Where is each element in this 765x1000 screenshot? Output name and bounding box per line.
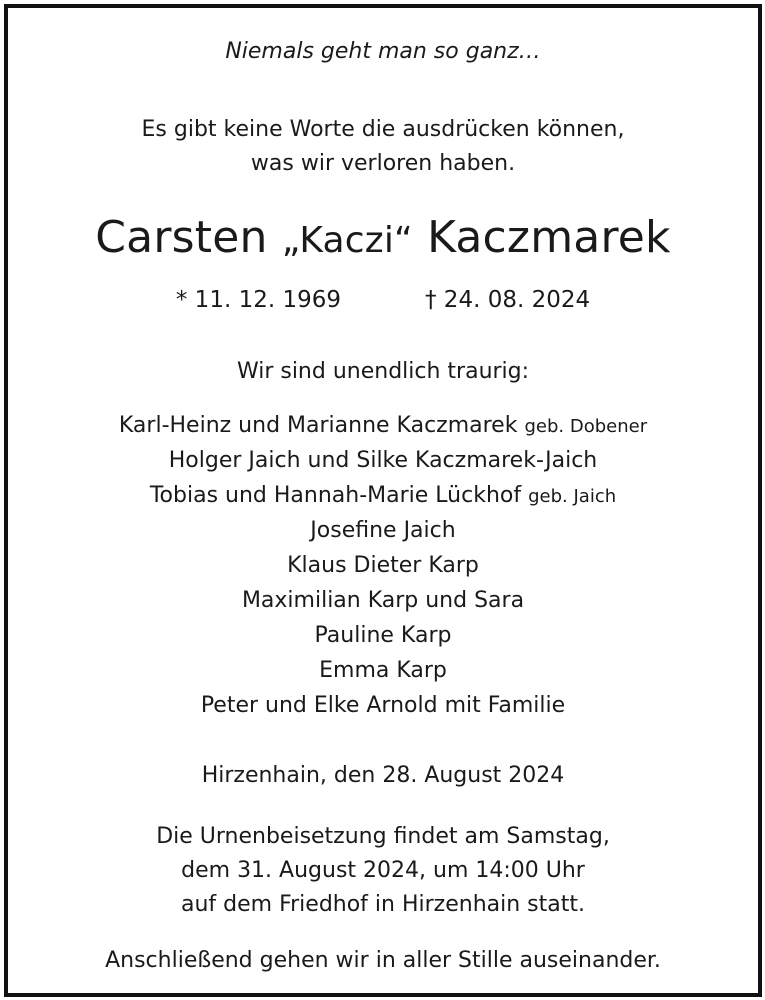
life-dates	[8, 289, 758, 312]
motto: Niemals geht man so ganz…	[225, 39, 541, 64]
deceased-name	[8, 212, 758, 263]
intro-line-2: was wir verloren haben.	[250, 151, 516, 176]
family-member-name: Emma Karp	[319, 658, 447, 683]
death-date: † 24. 08. 2024	[425, 287, 591, 313]
family-member-name: Tobias und Hannah-Marie Lückhof	[149, 483, 522, 508]
family-member-name: Maximilian Karp und Sara	[241, 588, 525, 613]
family-member-name: Pauline Karp	[314, 623, 452, 648]
obituary-notice	[4, 4, 762, 997]
place-and-date: Hirzenhain, den 28. August 2024	[201, 763, 565, 788]
family-member	[8, 695, 758, 717]
family-member	[8, 415, 758, 437]
birth-date: * 11. 12. 1969	[175, 287, 341, 313]
family-member-name: Holger Jaich und Silke Kaczmarek-Jaich	[168, 448, 598, 473]
family-member-name: Peter und Elke Arnold mit Familie	[200, 693, 566, 718]
family-member-name: Josefine Jaich	[310, 518, 456, 543]
family-member	[8, 520, 758, 542]
family-member	[8, 450, 758, 472]
family-member	[8, 485, 758, 507]
family-member-name: Karl-Heinz und Marianne Kaczmarek	[118, 413, 518, 438]
burial-line-3: auf dem Friedhof in Hirzenhain statt.	[180, 892, 585, 917]
family-member	[8, 625, 758, 647]
burial-line-1: Die Urnenbeisetzung findet am Samstag,	[156, 824, 610, 849]
family-member	[8, 555, 758, 577]
mourning-line: Wir sind unendlich traurig:	[236, 359, 530, 384]
closing-line: Anschließend gehen wir in aller Stille auseinander.	[105, 948, 661, 973]
family-member	[8, 660, 758, 682]
first-name: Carsten	[95, 212, 268, 263]
family-member-note: geb. Dobener	[524, 416, 648, 437]
family-member-note: geb. Jaich	[528, 486, 617, 507]
nickname: „Kaczi“	[281, 220, 413, 261]
family-member-name: Klaus Dieter Karp	[287, 553, 479, 578]
burial-line-2: dem 31. August 2024, um 14:00 Uhr	[181, 858, 585, 883]
intro-line-1: Es gibt keine Worte die ausdrücken können,	[141, 117, 625, 142]
last-name: Kaczmarek	[427, 212, 671, 263]
family-member	[8, 590, 758, 612]
